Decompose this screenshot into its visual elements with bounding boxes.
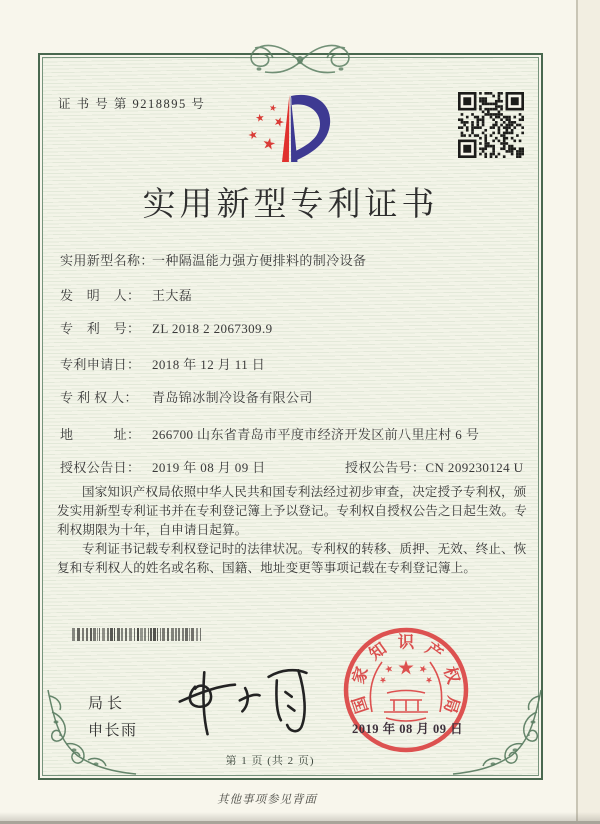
field-label: 专 利 权 人： [60,390,138,405]
field-row-filing-date [60,354,265,373]
seal-char: 知 [365,638,391,664]
seal-char: 产 [421,638,447,664]
field-label: 发 明 人： [60,288,141,303]
field-value: 青岛锦冰制冷设备有限公司 [152,390,313,405]
field-label: 授权公告号： [345,460,426,475]
field-label: 实用新型名称： [60,253,154,268]
seal-char: 局 [440,694,464,716]
qr-code [458,92,524,158]
certificate-number: 证 书 号 第 9218895 号 [58,97,206,111]
field-row-address [60,424,479,443]
field-row-inventor [60,285,192,304]
legal-paragraph-2: 专利证书记载专利权登记时的法律状况。专利权的转移、质押、无效、终止、恢复和专利权人的姓名或名称、国籍、地址变更等事项记载在专利登记簿上。 [57,542,527,575]
field-row-utility-name [60,250,366,269]
field-value: 2018 年 12 月 11 日 [152,357,266,372]
field-value: ZL 2018 2 2067309.9 [152,321,273,336]
director-name-label: 申长雨 [88,722,138,739]
director-signature [166,652,331,756]
field-value: 266700 山东省青岛市平度市经济开发区前八里庄村 6 号 [152,427,480,442]
back-side-note: 其他事项参见背面 [217,794,317,806]
page-number: 第 1 页 (共 2 页) [225,755,315,767]
field-value: 一种隔温能力强方便排料的制冷设备 [152,253,367,268]
legal-paragraph-1: 国家知识产权局依照中华人民共和国专利法经过初步审查，决定授予专利权，颁发实用新型专利证书并在专利登记簿上予以登记。专利权自授权公告之日起生效。专利权期限为十年，自申请日起算。 [57,485,527,537]
seal-char: 识 [397,632,415,652]
cnipa-patent-logo [240,85,360,177]
field-label: 地 址： [60,427,141,442]
legal-text [57,483,529,578]
field-value: 王大磊 [152,288,193,303]
certificate-title: 实用新型专利证书 [142,187,439,223]
seal-char: 权 [440,664,464,686]
field-label: 授权公告日： [60,460,141,475]
field-value: CN 209230124 U [425,460,524,475]
field-label: 专 利 号： [60,321,141,336]
seal-char: 国 [348,694,372,716]
seal-date: 2019 年 08 月 09 日 [352,722,464,736]
field-grant-number [345,457,523,476]
field-value: 2019 年 08 月 09 日 [152,460,266,475]
field-row-patent-number [60,318,273,337]
director-title-label: 局长 [88,695,127,712]
field-row-patentee [60,387,313,406]
field-row-grant-date [60,457,545,476]
field-label: 专利申请日： [60,357,141,372]
barcode [72,628,202,642]
seal-char: 家 [348,664,372,686]
national-emblem [370,660,441,721]
official-seal [328,612,488,772]
